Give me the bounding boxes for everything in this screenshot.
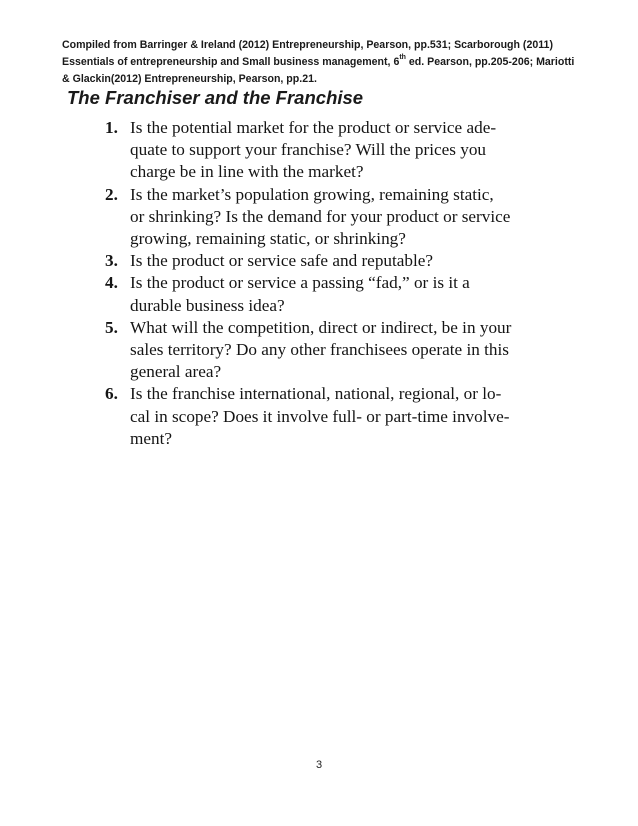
question-number: 3. xyxy=(105,251,118,271)
question-number: 4. xyxy=(105,273,118,293)
question-item xyxy=(105,383,545,450)
question-text-line: general area? xyxy=(130,362,222,382)
citation-line-3: & Glackin(2012) Entrepreneurship, Pearson, pp.21. xyxy=(62,73,317,85)
citation-header xyxy=(62,37,582,88)
question-text-line: Is the product or service a passing “fad,” or is it a xyxy=(130,273,470,293)
question-text-line: sales territory? Do any other franchisees operate in this xyxy=(130,340,509,360)
citation-line-2-tail: ed. Pearson, pp.205-206; Mariotti xyxy=(405,56,575,68)
question-text-line: quate to support your franchise? Will the prices you xyxy=(130,140,487,160)
citation-line-2-text: Essentials of entrepreneurship and Small business management, 6 xyxy=(62,56,400,68)
question-number: 5. xyxy=(105,317,118,337)
question-text-line: Is the potential market for the product or service ade- xyxy=(130,118,497,137)
question-text-line: growing, remaining static, or shrinking? xyxy=(130,229,406,249)
section-title: The Franchiser and the Franchise xyxy=(67,87,364,108)
page-number: 3 xyxy=(315,759,323,771)
citation-line-2 xyxy=(62,54,582,71)
question-item xyxy=(105,250,545,272)
question-text-line: ment? xyxy=(130,428,172,448)
question-text-line: Is the franchise international, national, regional, or lo- xyxy=(130,384,502,404)
question-number: 1. xyxy=(105,118,118,137)
question-item xyxy=(105,317,545,384)
question-text-line: Is the product or service safe and reputable? xyxy=(130,251,434,271)
question-item xyxy=(105,184,545,251)
citation-line-1: Compiled from Barringer & Ireland (2012) Entrepreneurship, Pearson, pp.531; Scarborough (2011) xyxy=(62,39,553,51)
question-text-line: charge be in line with the market? xyxy=(130,162,364,182)
question-list xyxy=(105,117,545,450)
citation-edition-superscript: th xyxy=(399,54,406,62)
question-item xyxy=(105,117,545,184)
question-number: 6. xyxy=(105,384,118,404)
question-text-line: Is the market’s population growing, remaining static, xyxy=(130,184,494,204)
question-text-line: or shrinking? Is the demand for your product or service xyxy=(130,206,511,226)
question-text-line: What will the competition, direct or indirect, be in your xyxy=(130,317,512,337)
question-text-line: cal in scope? Does it involve full- or part-time involve- xyxy=(130,406,510,426)
question-item xyxy=(105,272,545,316)
question-number: 2. xyxy=(105,184,118,204)
question-text-line: durable business idea? xyxy=(130,295,285,315)
